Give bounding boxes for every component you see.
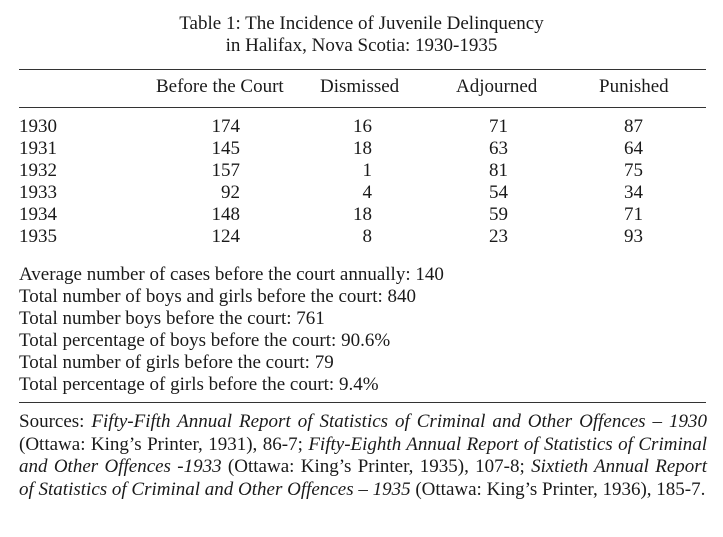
source-publication-2: (Ottawa: King’s Printer, 1935), 107-8; — [221, 456, 532, 477]
punished-cell: 64 — [624, 138, 643, 159]
dismissed-cell: 18 — [353, 138, 372, 159]
punished-cell: 87 — [624, 116, 643, 137]
header-adjourned: Adjourned — [456, 76, 538, 97]
dismissed-cell: 4 — [362, 182, 372, 203]
year-cell: 1933 — [19, 182, 57, 203]
header-dismissed: Dismissed — [320, 76, 400, 97]
punished-cell: 71 — [624, 204, 643, 225]
year-cell: 1931 — [19, 138, 57, 159]
source-title-3: Sixtieth Annual Report of Statistics of Criminal and Other Offences – 1935 — [19, 456, 707, 500]
year-cell: 1932 — [19, 160, 57, 181]
punished-cell: 93 — [624, 226, 643, 247]
summary-percent-boys: Total percentage of boys before the court: 90.6% — [19, 330, 391, 351]
caption-line-1: Table 1: The Incidence of Juvenile Delinquency — [179, 13, 544, 34]
top-rule — [19, 69, 706, 70]
sources-rule — [19, 402, 706, 403]
dismissed-cell: 8 — [362, 226, 372, 247]
adjourned-cell: 54 — [489, 182, 508, 203]
year-cell: 1934 — [19, 204, 57, 225]
header-before-court: Before the Court — [156, 76, 284, 97]
caption-line-2: in Halifax, Nova Scotia: 1930-1935 — [225, 35, 498, 56]
summary-percent-girls: Total percentage of girls before the court: 9.4% — [19, 374, 379, 395]
summary-total-girls: Total number of girls before the court: 79 — [19, 352, 334, 373]
source-publication-3: (Ottawa: King’s Printer, 1936), 185-7. — [410, 478, 706, 500]
before-court-cell: 145 — [211, 138, 240, 159]
header-rule — [19, 107, 706, 108]
dismissed-cell: 18 — [353, 204, 372, 225]
summary-total-boys-girls: Total number of boys and girls before the court: 840 — [19, 286, 417, 307]
year-cell: 1935 — [19, 226, 57, 247]
adjourned-cell: 71 — [489, 116, 508, 137]
source-publication-1: (Ottawa: King’s Printer, 1931), 86-7; — [19, 433, 309, 455]
source-title-2: Fifty-Eighth Annual Report of Statistics of Criminal and Other Offences -1933 — [19, 433, 707, 477]
punished-cell: 75 — [624, 160, 643, 181]
adjourned-cell: 81 — [489, 160, 508, 181]
adjourned-cell: 59 — [489, 204, 508, 225]
before-court-cell: 92 — [221, 182, 240, 203]
dismissed-cell: 1 — [362, 160, 372, 181]
before-court-cell: 174 — [211, 116, 240, 137]
header-punished: Punished — [599, 76, 669, 97]
adjourned-cell: 23 — [489, 226, 508, 247]
sources-lead: Sources: — [19, 411, 92, 432]
before-court-cell: 124 — [211, 226, 240, 247]
sources-note — [19, 411, 707, 501]
before-court-cell: 157 — [211, 160, 240, 181]
summary-average-cases: Average number of cases before the court annually: 140 — [19, 264, 444, 285]
year-cell: 1930 — [19, 116, 57, 137]
dismissed-cell: 16 — [353, 116, 372, 137]
adjourned-cell: 63 — [489, 138, 508, 159]
before-court-cell: 148 — [211, 204, 240, 225]
punished-cell: 34 — [624, 182, 643, 203]
source-title-1: Fifty-Fifth Annual Report of Statistics of Criminal and Other Offences – 1930 — [91, 411, 708, 432]
summary-total-boys: Total number boys before the court: 761 — [19, 308, 325, 329]
